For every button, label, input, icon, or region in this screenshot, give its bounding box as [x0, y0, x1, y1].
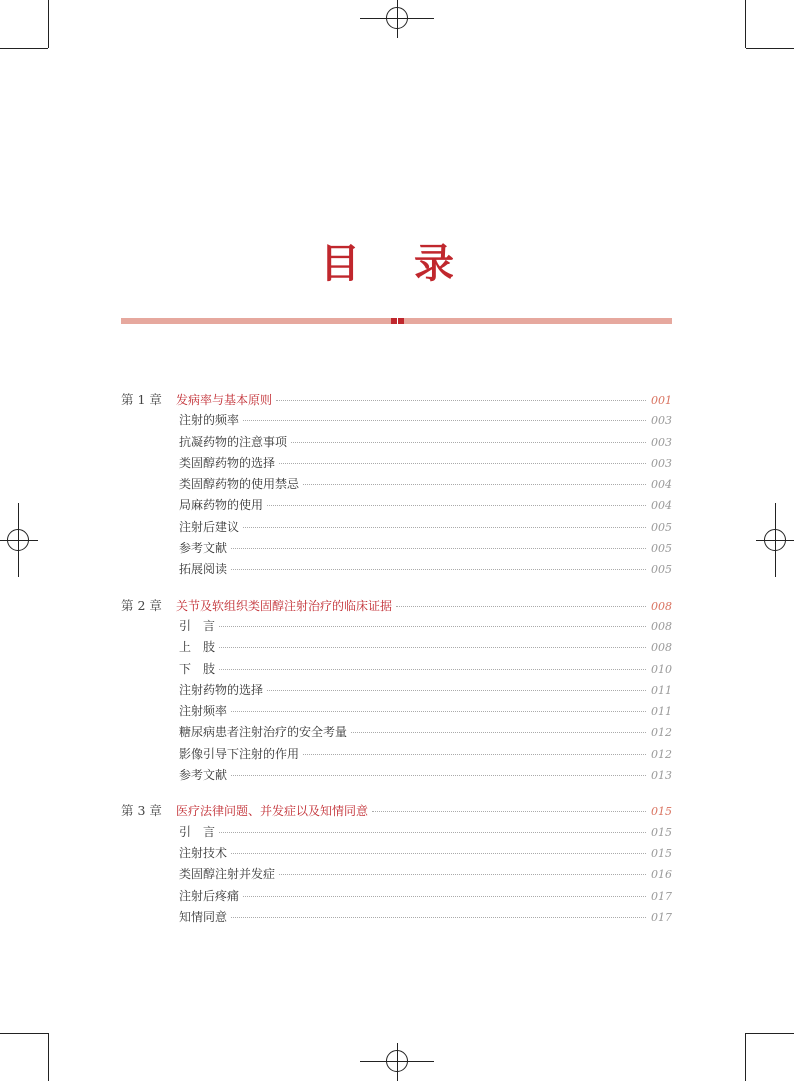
- dot-leader: [267, 690, 646, 691]
- dot-leader: [372, 811, 646, 812]
- section-title: 下 肢: [179, 661, 216, 676]
- section-page-number: 017: [651, 889, 672, 903]
- dot-leader: [231, 853, 646, 854]
- section-title: 注射后建议: [179, 519, 240, 534]
- dot-leader: [231, 917, 646, 918]
- chapter-title: 医疗法律问题、并发症以及知情同意: [176, 804, 369, 819]
- crop-mark: [48, 1033, 49, 1081]
- section-title: 参考文献: [179, 768, 228, 783]
- section-title: 注射药物的选择: [179, 682, 264, 697]
- crop-mark: [48, 0, 49, 48]
- section-page-number: 012: [651, 747, 672, 761]
- chapter-number: 第 3 章: [121, 803, 162, 819]
- section-page-number: 003: [651, 456, 672, 470]
- section-entry[interactable]: [121, 722, 672, 743]
- crop-mark: [745, 0, 746, 48]
- table-of-contents: [121, 389, 672, 942]
- chapter-entry[interactable]: [121, 595, 672, 616]
- section-entry[interactable]: [121, 538, 672, 559]
- section-title: 类固醇注射并发症: [179, 867, 276, 882]
- section-entry[interactable]: [121, 843, 672, 864]
- section-entry[interactable]: [121, 474, 672, 495]
- section-entry[interactable]: [121, 864, 672, 885]
- dot-leader: [351, 732, 646, 733]
- section-page-number: 016: [651, 868, 672, 882]
- dot-leader: [243, 896, 646, 897]
- section-title: 注射后疼痛: [179, 888, 240, 903]
- chapter-page-number: 015: [651, 805, 672, 819]
- section-title: 上 肢: [179, 640, 216, 655]
- chapter-title: 发病率与基本原则: [176, 393, 273, 407]
- section-page-number: 012: [651, 726, 672, 740]
- crop-mark: [0, 48, 48, 49]
- dot-leader: [243, 420, 646, 421]
- dot-leader: [303, 754, 646, 755]
- section-page-number: 013: [651, 769, 672, 783]
- crop-mark: [746, 48, 794, 49]
- section-entry[interactable]: [121, 701, 672, 722]
- section-title: 抗凝药物的注意事项: [179, 434, 288, 449]
- section-page-number: 003: [651, 414, 672, 428]
- dot-leader: [231, 711, 646, 712]
- chapter-block: [121, 389, 672, 581]
- section-page-number: 005: [651, 563, 672, 577]
- chapter-entry[interactable]: [121, 800, 672, 821]
- dot-leader: [279, 874, 646, 875]
- section-entry[interactable]: [121, 410, 672, 431]
- chapter-block: [121, 800, 672, 928]
- section-title: 影像引导下注射的作用: [179, 746, 300, 761]
- section-entry[interactable]: [121, 559, 672, 580]
- section-page-number: 010: [651, 662, 672, 676]
- section-page-number: 008: [651, 641, 672, 655]
- section-page-number: 017: [651, 910, 672, 924]
- section-page-number: 011: [651, 705, 672, 719]
- section-page-number: 015: [651, 825, 672, 839]
- chapter-title: 关节及软组织类固醇注射治疗的临床证据: [176, 598, 393, 613]
- dot-leader: [231, 569, 646, 570]
- section-title: 引 言: [179, 824, 216, 839]
- section-entry[interactable]: [121, 432, 672, 453]
- section-title: 注射技术: [179, 845, 228, 860]
- section-title: 参考文献: [179, 541, 228, 556]
- dot-leader: [219, 832, 646, 833]
- section-page-number: 005: [651, 542, 672, 556]
- crop-mark: [0, 1033, 48, 1034]
- section-page-number: 003: [651, 435, 672, 449]
- section-entry[interactable]: [121, 453, 672, 474]
- section-title: 拓展阅读: [179, 562, 228, 577]
- chapter-page-number: 001: [651, 394, 672, 407]
- dot-leader: [219, 626, 646, 627]
- crop-mark: [746, 1033, 794, 1034]
- dot-leader: [219, 647, 646, 648]
- chapter-block: [121, 595, 672, 787]
- section-title: 引 言: [179, 618, 216, 633]
- chapter-page-number: 008: [651, 599, 672, 613]
- section-entry[interactable]: [121, 659, 672, 680]
- section-page-number: 005: [651, 520, 672, 534]
- section-title: 注射的频率: [179, 413, 240, 428]
- section-entry[interactable]: [121, 616, 672, 637]
- crop-mark: [745, 1033, 746, 1081]
- dot-leader: [219, 669, 646, 670]
- chapter-number: 第 2 章: [121, 597, 162, 613]
- section-entry[interactable]: [121, 495, 672, 516]
- section-page-number: 011: [651, 683, 672, 697]
- section-entry[interactable]: [121, 886, 672, 907]
- section-page-number: 004: [651, 478, 672, 492]
- dot-leader: [396, 606, 646, 607]
- section-title: 注射频率: [179, 704, 228, 719]
- section-entry[interactable]: [121, 744, 672, 765]
- section-entry[interactable]: [121, 517, 672, 538]
- section-page-number: 004: [651, 499, 672, 513]
- section-title: 知情同意: [179, 909, 228, 924]
- chapter-number: 第 1 章: [121, 392, 162, 407]
- section-entry[interactable]: [121, 680, 672, 701]
- section-page-number: 015: [651, 846, 672, 860]
- chapter-entry[interactable]: [121, 389, 672, 410]
- dot-leader: [291, 442, 646, 443]
- section-title: 类固醇药物的使用禁忌: [179, 477, 300, 492]
- section-page-number: 008: [651, 619, 672, 633]
- section-title: 类固醇药物的选择: [179, 455, 276, 470]
- dot-leader: [231, 775, 646, 776]
- section-entry[interactable]: [121, 765, 672, 786]
- dot-leader: [303, 484, 646, 485]
- section-title: 糖尿病患者注射治疗的安全考量: [179, 725, 348, 740]
- dot-leader: [276, 400, 646, 401]
- dot-leader: [231, 548, 646, 549]
- dot-leader: [243, 527, 646, 528]
- title-rule-ornament: [391, 318, 404, 324]
- page-title: 目 录: [320, 241, 474, 287]
- section-title: 局麻药物的使用: [179, 498, 264, 513]
- dot-leader: [267, 505, 646, 506]
- section-entry[interactable]: [121, 822, 672, 843]
- section-entry[interactable]: [121, 637, 672, 658]
- dot-leader: [279, 463, 646, 464]
- section-entry[interactable]: [121, 907, 672, 928]
